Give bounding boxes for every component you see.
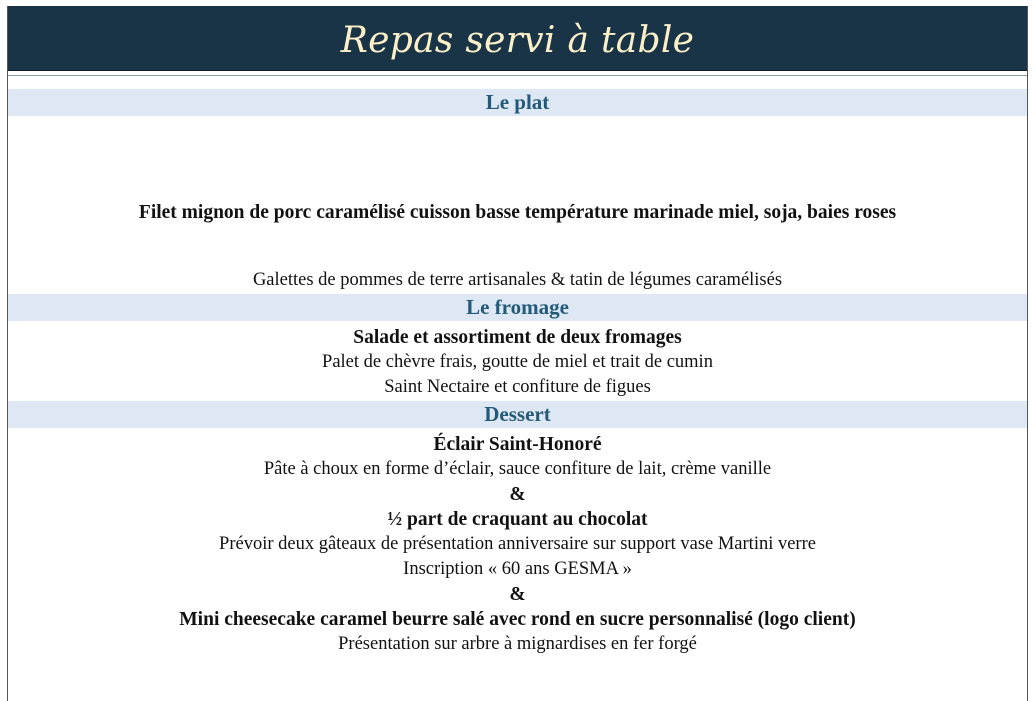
dessert-item-2-description-1: Prévoir deux gâteaux de présentation anniversaire sur support vase Martini verre	[219, 534, 816, 554]
spacer	[8, 225, 1027, 268]
section-title-plat: Le plat	[485, 90, 550, 114]
dessert-item-1-description: Pâte à choux en forme d’éclair, sauce confiture de lait, crème vanille	[263, 459, 772, 479]
header-banner	[8, 6, 1027, 71]
dessert-item-1-title: Éclair Saint-Honoré	[433, 434, 602, 455]
fromage-line-2: Saint Nectaire et confiture de figues	[384, 377, 651, 397]
page-title: Repas servi à table	[340, 19, 695, 61]
spacer	[8, 76, 1027, 89]
section-header-fromage	[8, 294, 1027, 321]
fromage-main: Salade et assortiment de deux fromages	[353, 327, 682, 348]
fromage-line-1: Palet de chèvre frais, goutte de miel et trait de cumin	[322, 352, 713, 372]
dessert-item-3-title: Mini cheesecake caramel beurre salé avec rond en sucre personnalisé (logo client)	[179, 609, 856, 630]
section-header-plat	[8, 89, 1027, 116]
dessert-item-2-title: ½ part de craquant au chocolat	[387, 509, 648, 530]
section-title-dessert: Dessert	[484, 402, 551, 426]
ampersand-separator: &	[509, 484, 526, 505]
plat-side-dish: Galettes de pommes de terre artisanales & tatin de légumes caramélisés	[252, 270, 783, 290]
document-page	[7, 6, 1028, 701]
dessert-item-2-description-2: Inscription « 60 ans GESMA »	[403, 559, 632, 579]
dessert-item-3-description: Présentation sur arbre à mignardises en fer forgé	[338, 634, 697, 654]
ampersand-separator: &	[509, 584, 526, 605]
section-header-dessert	[8, 401, 1027, 428]
spacer	[8, 116, 1027, 200]
plat-main-dish: Filet mignon de porc caramélisé cuisson basse température marinade miel, soja, baies roses	[138, 202, 897, 223]
section-title-fromage: Le fromage	[466, 295, 569, 319]
